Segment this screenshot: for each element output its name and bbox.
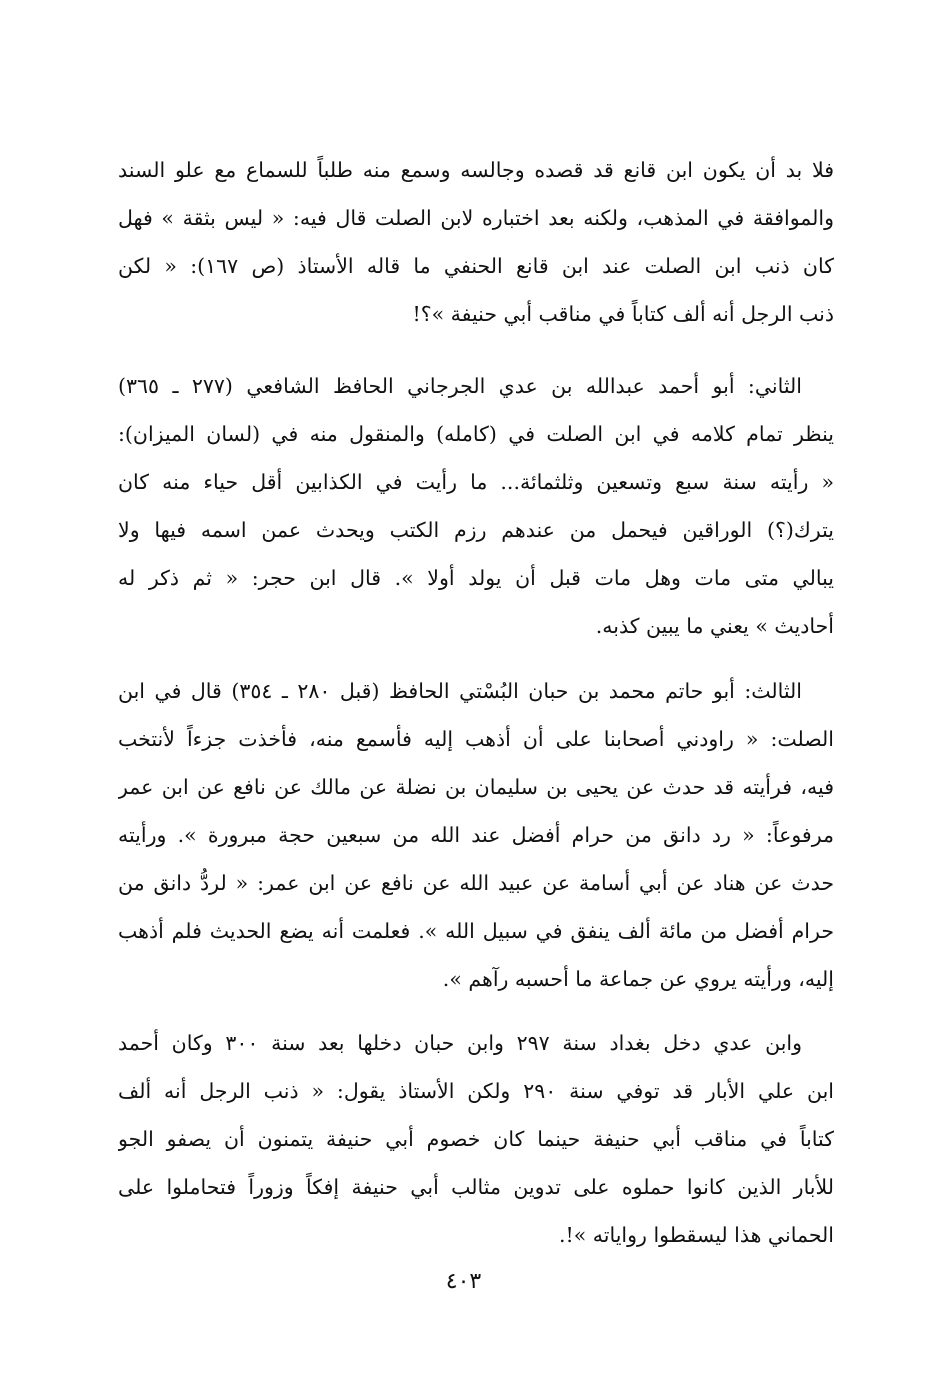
text-line: ذنب الرجل أنه ألف كتاباً في مناقب أبي حنيفة »؟! (412, 302, 834, 326)
text-line: إليه، ورأيته يروي عن جماعة ما أحسبه رآهم ». (442, 967, 834, 991)
text-line: يبالي متى مات وهل مات قبل أن يولد أولا ». قال ابن حجر: « ثم ذكر له (118, 566, 834, 590)
paragraph-ibn-qani (118, 146, 834, 338)
text-line: أحاديث » يعني ما يبين كذبه. (595, 614, 834, 638)
paragraph-ibn-hibban (118, 667, 834, 1003)
text-line: الثاني: أبو أحمد عبدالله بن عدي الجرجاني الحافظ الشافعي (٢٧٧ ـ ٣٦٥) (118, 374, 802, 398)
text-line: ينظر تمام كلامه في ابن الصلت في (كامله) والمنقول منه في (لسان الميزان): (118, 422, 834, 446)
text-line: والموافقة في المذهب، ولكنه بعد اختباره لابن الصلت قال فيه: « ليس بثقة » فهل (118, 206, 834, 230)
text-line: حدث عن هناد عن أبي أسامة عن عبيد الله عن نافع عن ابن عمر: « لردُّ دانق من (118, 871, 834, 895)
page-number: ٤٠٣ (445, 1269, 482, 1294)
paragraph-ibn-adi (118, 362, 834, 650)
paragraph-dates-discussion (118, 1019, 834, 1259)
text-line: فيه، فرأيته قد حدث عن يحيى بن سليمان بن نضلة عن مالك عن نافع عن ابن عمر (118, 775, 834, 799)
text-line: ابن علي الأبار قد توفي سنة ٢٩٠ ولكن الأستاذ يقول: « ذنب الرجل أنه ألف (118, 1079, 834, 1103)
text-line: يترك(؟) الوراقين فيحمل من عندهم رزم الكتب ويحدث عمن اسمه فيها ولا (118, 518, 834, 542)
text-line: كتاباً في مناقب أبي حنيفة حينما كان خصوم أبي حنيفة يتمنون أن يصفو الجو (118, 1127, 834, 1151)
text-line: للأبار الذين كانوا حملوه على تدوين مثالب أبي حنيفة إفكاً وزوراً فتحاملوا على (118, 1175, 834, 1199)
text-line: كان ذنب ابن الصلت عند ابن قانع الحنفي ما قاله الأستاذ (ص ١٦٧): « لكن (118, 254, 834, 278)
text-line: الثالث: أبو حاتم محمد بن حبان البُسْتي الحافظ (قبل ٢٨٠ ـ ٣٥٤) قال في ابن (118, 679, 803, 703)
text-line: الحماني هذا ليسقطوا رواياته »!. (558, 1223, 834, 1247)
text-line: حرام أفضل من مائة ألف ينفق في سبيل الله ». فعلمت أنه يضع الحديث فلم أذهب (118, 919, 834, 943)
text-line: مرفوعاً: « رد دانق من حرام أفضل عند الله من سبعين حجة مبرورة ». ورأيته (118, 823, 834, 847)
text-line: الصلت: « راودني أصحابنا على أن أذهب إليه فأسمع منه، فأخذت جزءاً لأنتخب (118, 727, 834, 751)
text-line: وابن عدي دخل بغداد سنة ٢٩٧ وابن حبان دخلها بعد سنة ٣٠٠ وكان أحمد (118, 1031, 803, 1055)
text-line: « رأيته سنة سبع وتسعين وثلثمائة... ما رأيت في الكذابين أقل حياء منه كان (118, 470, 834, 494)
text-line: فلا بد أن يكون ابن قانع قد قصده وجالسه وسمع منه طلباً للسماع مع علو السند (118, 158, 834, 182)
